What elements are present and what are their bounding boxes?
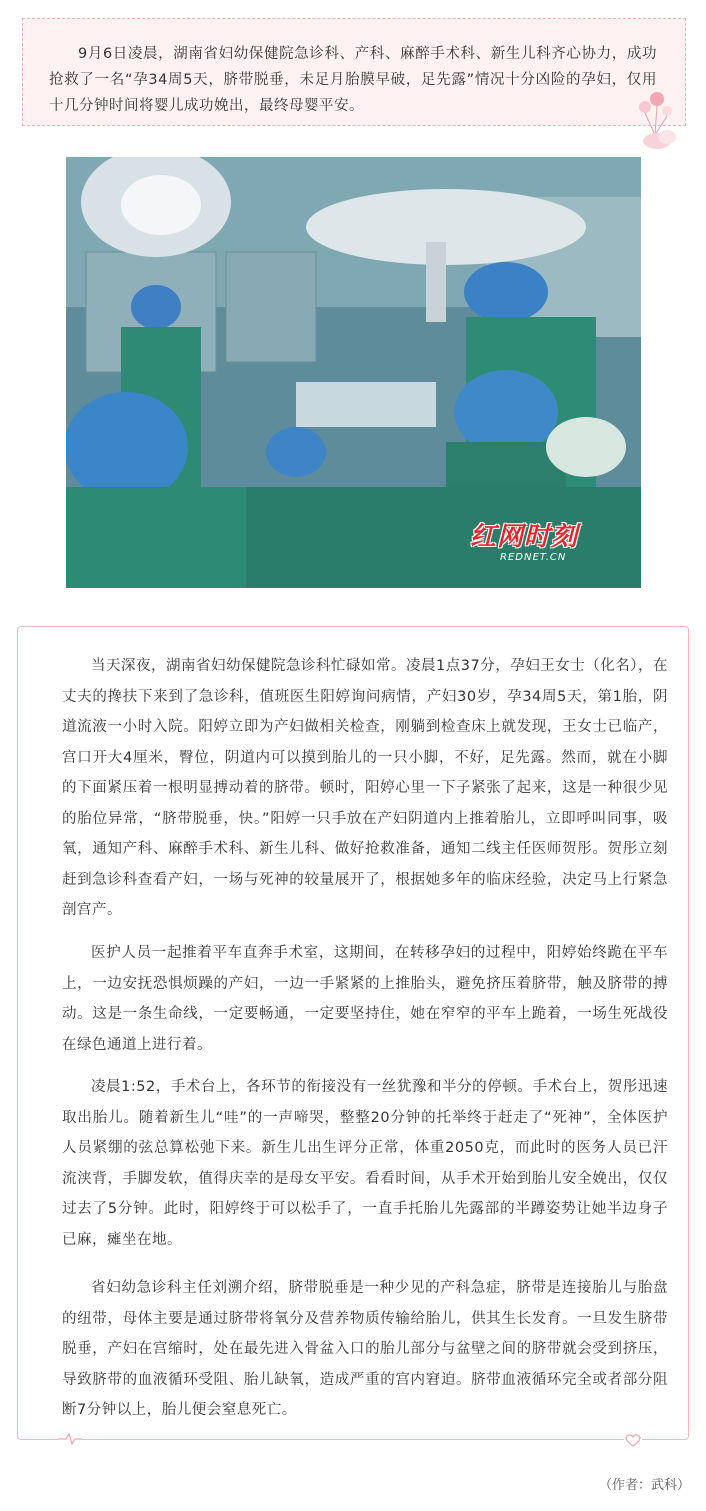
rednet-watermark: 红网时刻: [470, 522, 579, 552]
balloon-decoration-icon: [633, 89, 681, 151]
article-paragraph-1: 当天深夜，湖南省妇幼保健院急诊科忙碌如常。凌晨1点37分，孕妇王女士（化名），在丈夫的搀扶下来到了急诊科，值班医生阳婷询问病情，产妇30岁，孕34周5天，第1胎，阴道流液一小时入院。阳婷立即为产妇做相关检查，刚躺到检查床上就发现，王女士已临产，宫口开大4厘米，臀位，阴道内可以摸到胎儿的一只小脚，不好，足先露。然而，就在小脚的下面紧压着一根明显搏动着的脐带。顿时，阳婷心里一下子紧张了起来，这是一种很少见的胎位异常，“脐带脱垂，快。”阳婷一只手放在产妇阴道内上推着胎儿，立即呼叫同事，吸氧，通知产科、麻醉手术科、新生儿科、做好抢救准备，通知二线主任医师贺彤。贺彤立刻赶到急诊科查看产妇，一场与死神的较量展开了，根据她多年的临床经验，决定马上行紧急剖宫产。: [62, 658, 668, 918]
rednet-watermark-sub: REDNET.CN: [500, 552, 567, 563]
heartbeat-line-icon: [58, 1433, 82, 1445]
intro-box: [22, 18, 686, 126]
article-paragraph-2: 医护人员一起推着平车直奔手术室，这期间，在转移孕妇的过程中，阳婷始终跪在平车上，一边安抚恐惧烦躁的产妇，一边一手紧紧的上推胎头，避免挤压着脐带，触及脐带的搏动。这是一条生命线，一定要畅通，一定要坚持住，她在窄窄的平车上跪着，一场生死战役在绿色通道上进行着。: [62, 945, 668, 1053]
intro-text: 9月6日凌晨，湖南省妇幼保健院急诊科、产科、麻醉手术科、新生儿科齐心协力，成功抢救了一名“孕34周5天，脐带脱垂，未足月胎膜早破，足先露”情况十分凶险的孕妇，仅用十几分钟时间将婴儿成功娩出，最终母婴平安。: [49, 46, 657, 114]
article-box: [17, 626, 689, 1440]
article-paragraph-3: 凌晨1:52，手术台上，各环节的衔接没有一丝犹豫和半分的停顿。手术台上，贺彤迅速取出胎儿。随着新生儿“哇”的一声啼哭，整整20分钟的托举终于赶走了“死神”，全体医护人员紧绷的弦总算松弛下来。新生儿出生评分正常，体重2050克，而此时的医务人员已汗流浃背，手脚发软，值得庆幸的是母女平安。看看时间，从手术开始到胎儿安全娩出，仅仅过去了5分钟。此时，阳婷终于可以松手了，一直手托胎儿先露部的半蹲姿势让她半边身子已麻，瘫坐在地。: [62, 1079, 668, 1248]
article-paragraph-4: 省妇幼急诊科主任刘溯介绍，脐带脱垂是一种少见的产科急症，脐带是连接胎儿与胎盘的纽带，母体主要是通过脐带将氧分及营养物质传输给胎儿，供其生长发育。一旦发生脐带脱垂，产妇在宫缩时，处在最先进入骨盆入口的胎儿部分与盆壁之间的脐带就会受到挤压，导致脐带的血液循环受阻、胎儿缺氧，造成严重的宫内窘迫。脐带血液循环完全或者部分阻断7分钟以上，胎儿便会窒息死亡。: [62, 1280, 668, 1418]
heart-decoration-icon: [624, 1433, 642, 1447]
author-credit: （作者：武科）: [598, 1478, 690, 1493]
